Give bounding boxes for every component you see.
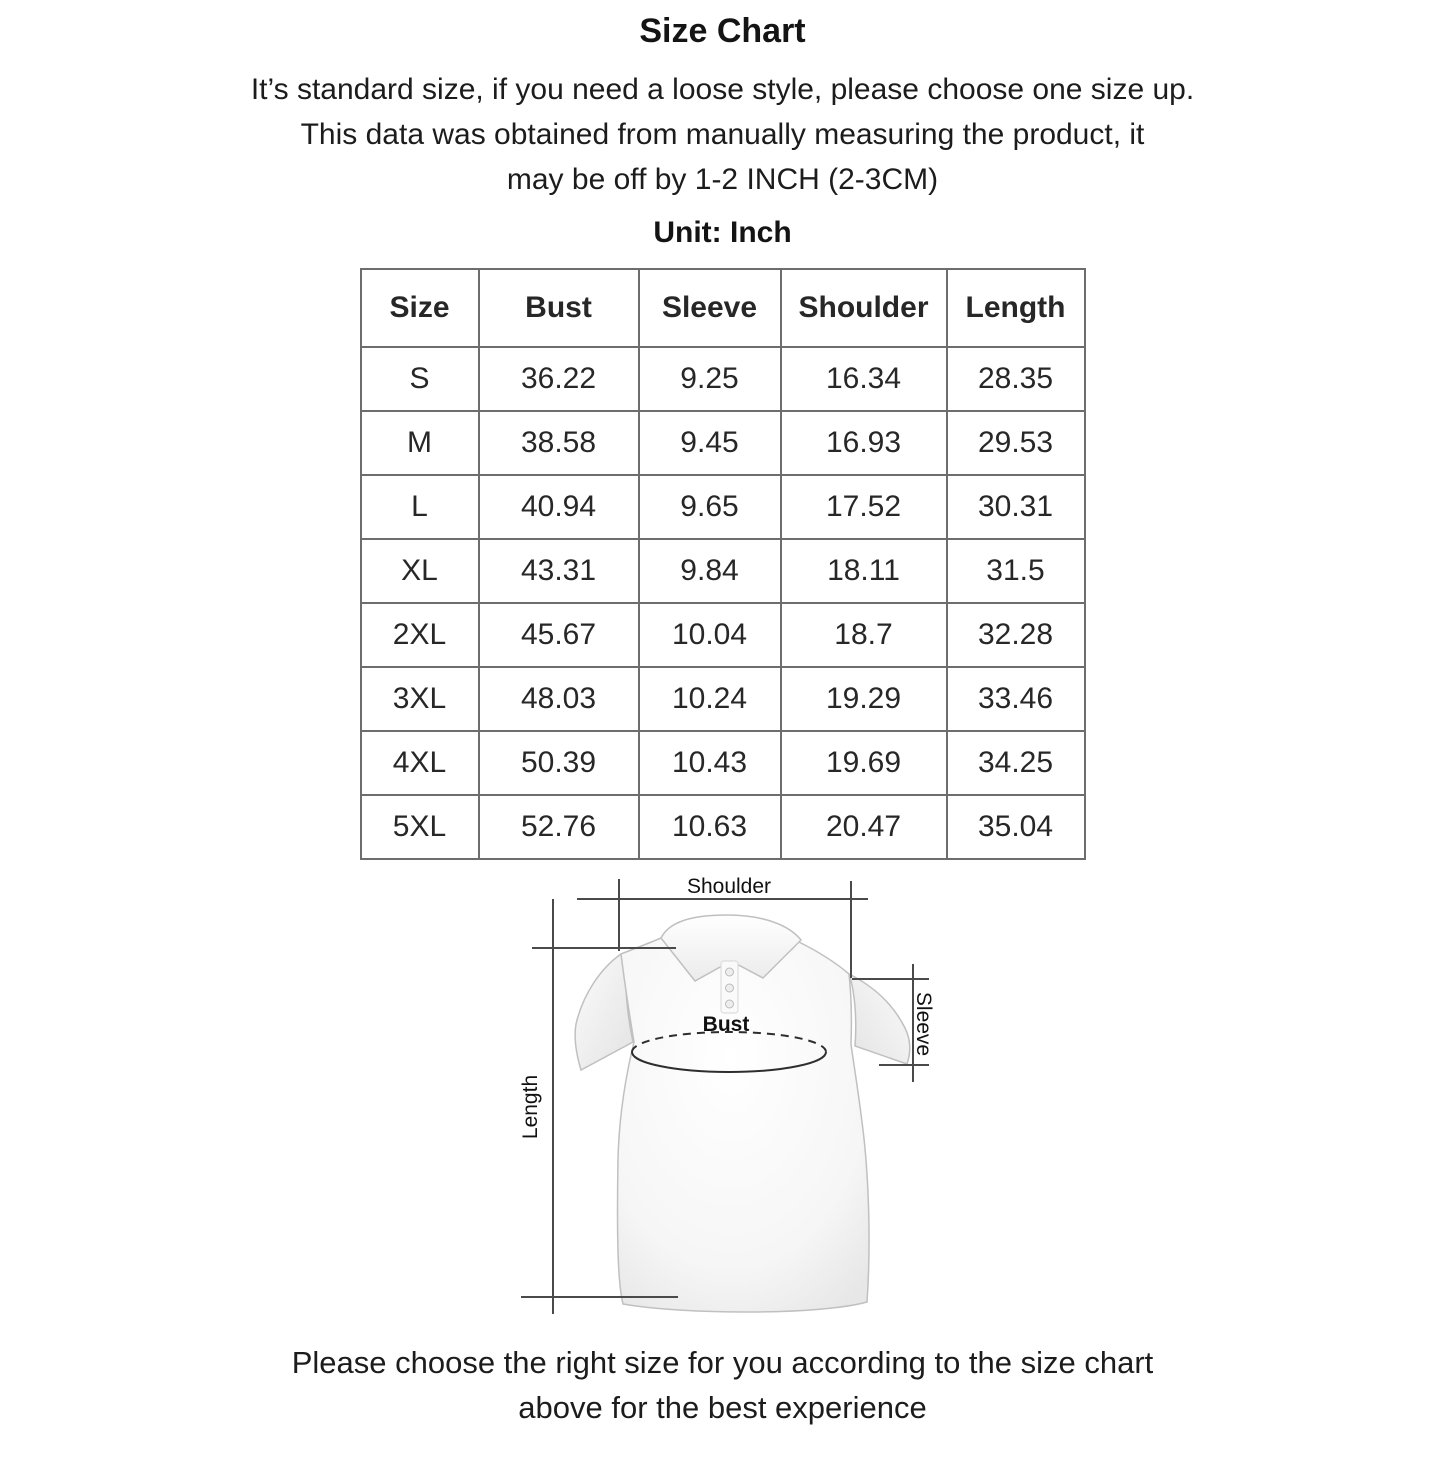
cell-size: L [361,475,479,539]
shirt-body [617,938,869,1312]
length-label: Length [518,1074,542,1140]
size-table [360,268,1086,860]
cell-length: 28.35 [947,347,1085,411]
cell-shoulder: 20.47 [781,795,947,859]
col-header-length: Length [947,269,1085,347]
table-row-xl [361,539,1085,603]
cell-sleeve: 10.43 [639,731,781,795]
cell-size: 4XL [361,731,479,795]
polo-shirt-illustration [511,874,971,1334]
cell-length: 34.25 [947,731,1085,795]
table-row-m [361,411,1085,475]
cell-sleeve: 9.84 [639,539,781,603]
cell-shoulder: 16.34 [781,347,947,411]
cell-length: 35.04 [947,795,1085,859]
table-header-row [361,269,1085,347]
cell-shoulder: 16.93 [781,411,947,475]
measurement-diagram [511,874,971,1334]
footer-line-1: Please choose the right size for you according to the size chart [291,1345,1154,1380]
table-row-2xl [361,603,1085,667]
cell-shoulder: 17.52 [781,475,947,539]
button-3 [725,1000,733,1008]
cell-length: 33.46 [947,667,1085,731]
cell-sleeve: 10.04 [639,603,781,667]
col-header-sleeve: Sleeve [639,269,781,347]
bust-label: Bust [702,1013,749,1036]
table-row-5xl [361,795,1085,859]
cell-bust: 45.67 [479,603,639,667]
table-row-4xl [361,731,1085,795]
unit-label: Unit: Inch [653,216,792,249]
cell-sleeve: 9.65 [639,475,781,539]
cell-size: S [361,347,479,411]
intro-line-2: This data was obtained from manually measuring the product, it [300,118,1145,151]
shoulder-label: Shoulder [686,875,771,898]
cell-bust: 52.76 [479,795,639,859]
cell-shoulder: 19.29 [781,667,947,731]
cell-shoulder: 18.11 [781,539,947,603]
intro-line-1: It’s standard size, if you need a loose style, please choose one size up. [250,73,1195,106]
button-1 [725,968,733,976]
cell-bust: 40.94 [479,475,639,539]
cell-length: 29.53 [947,411,1085,475]
cell-size: 2XL [361,603,479,667]
cell-sleeve: 10.24 [639,667,781,731]
footer-line-2: above for the best experience [518,1390,927,1425]
table-row-s [361,347,1085,411]
intro-text [0,67,1445,202]
col-header-size: Size [361,269,479,347]
cell-bust: 48.03 [479,667,639,731]
cell-length: 32.28 [947,603,1085,667]
sleeve-label: Sleeve [911,991,935,1057]
col-header-bust: Bust [479,269,639,347]
polo-shirt [575,915,910,1312]
cell-size: M [361,411,479,475]
cell-length: 31.5 [947,539,1085,603]
cell-sleeve: 10.63 [639,795,781,859]
cell-bust: 50.39 [479,731,639,795]
cell-bust: 43.31 [479,539,639,603]
button-2 [725,984,733,992]
intro-line-3: may be off by 1-2 INCH (2-3CM) [506,163,939,196]
footer-text [0,1340,1445,1430]
cell-bust: 38.58 [479,411,639,475]
table-row-l [361,475,1085,539]
right-sleeve [849,974,910,1064]
cell-shoulder: 18.7 [781,603,947,667]
cell-sleeve: 9.45 [639,411,781,475]
cell-size: 3XL [361,667,479,731]
cell-size: 5XL [361,795,479,859]
cell-size: XL [361,539,479,603]
cell-bust: 36.22 [479,347,639,411]
cell-length: 30.31 [947,475,1085,539]
cell-sleeve: 9.25 [639,347,781,411]
table-row-3xl [361,667,1085,731]
col-header-shoulder: Shoulder [781,269,947,347]
cell-shoulder: 19.69 [781,731,947,795]
page-title: Size Chart [639,12,806,50]
